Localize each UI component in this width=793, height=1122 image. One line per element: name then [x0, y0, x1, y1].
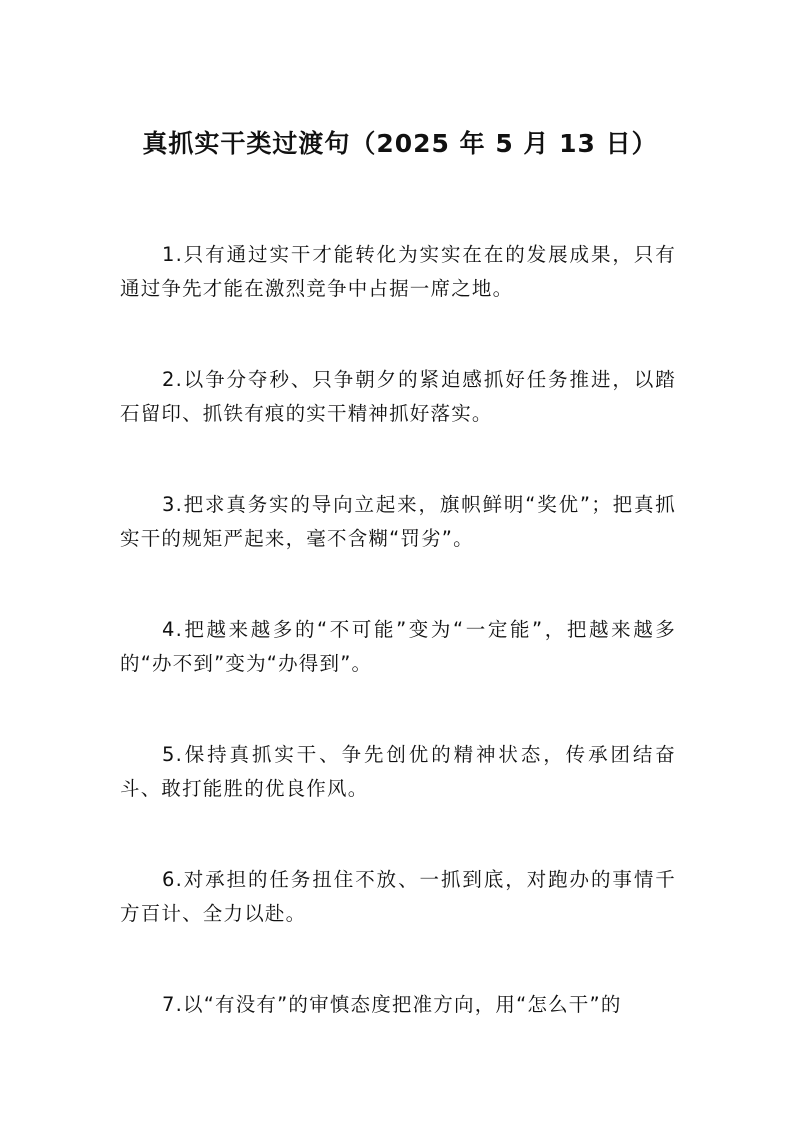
paragraph-3: 3.把求真务实的导向立起来，旗帜鲜明“奖优”；把真抓实干的规矩严起来，毫不含糊“罚劣”。	[120, 493, 676, 550]
document-title: 真抓实干类过渡句（2025 年 5 月 13 日）	[142, 129, 658, 158]
paragraph-1: 1.只有通过实干才能转化为实实在在的发展成果，只有通过争先才能在激烈竞争中占据一席之地。	[120, 243, 676, 300]
paragraph-4: 4.把越来越多的“不可能”变为“一定能”，把越来越多的“办不到”变为“办得到”。	[120, 618, 676, 675]
paragraph-list	[120, 238, 676, 1079]
paragraph-2: 2.以争分夺秒、只争朝夕的紧迫感抓好任务推进，以踏石留印、抓铁有痕的实干精神抓好落实。	[120, 368, 676, 425]
paragraph-7: 7.以“有没有”的审慎态度把准方向，用“怎么干”的	[162, 993, 622, 1016]
paragraph-6: 6.对承担的任务扭住不放、一抓到底，对跑办的事情千方百计、全力以赴。	[120, 868, 676, 925]
paragraph-5: 5.保持真抓实干、争先创优的精神状态，传承团结奋斗、敢打能胜的优良作风。	[120, 743, 676, 800]
